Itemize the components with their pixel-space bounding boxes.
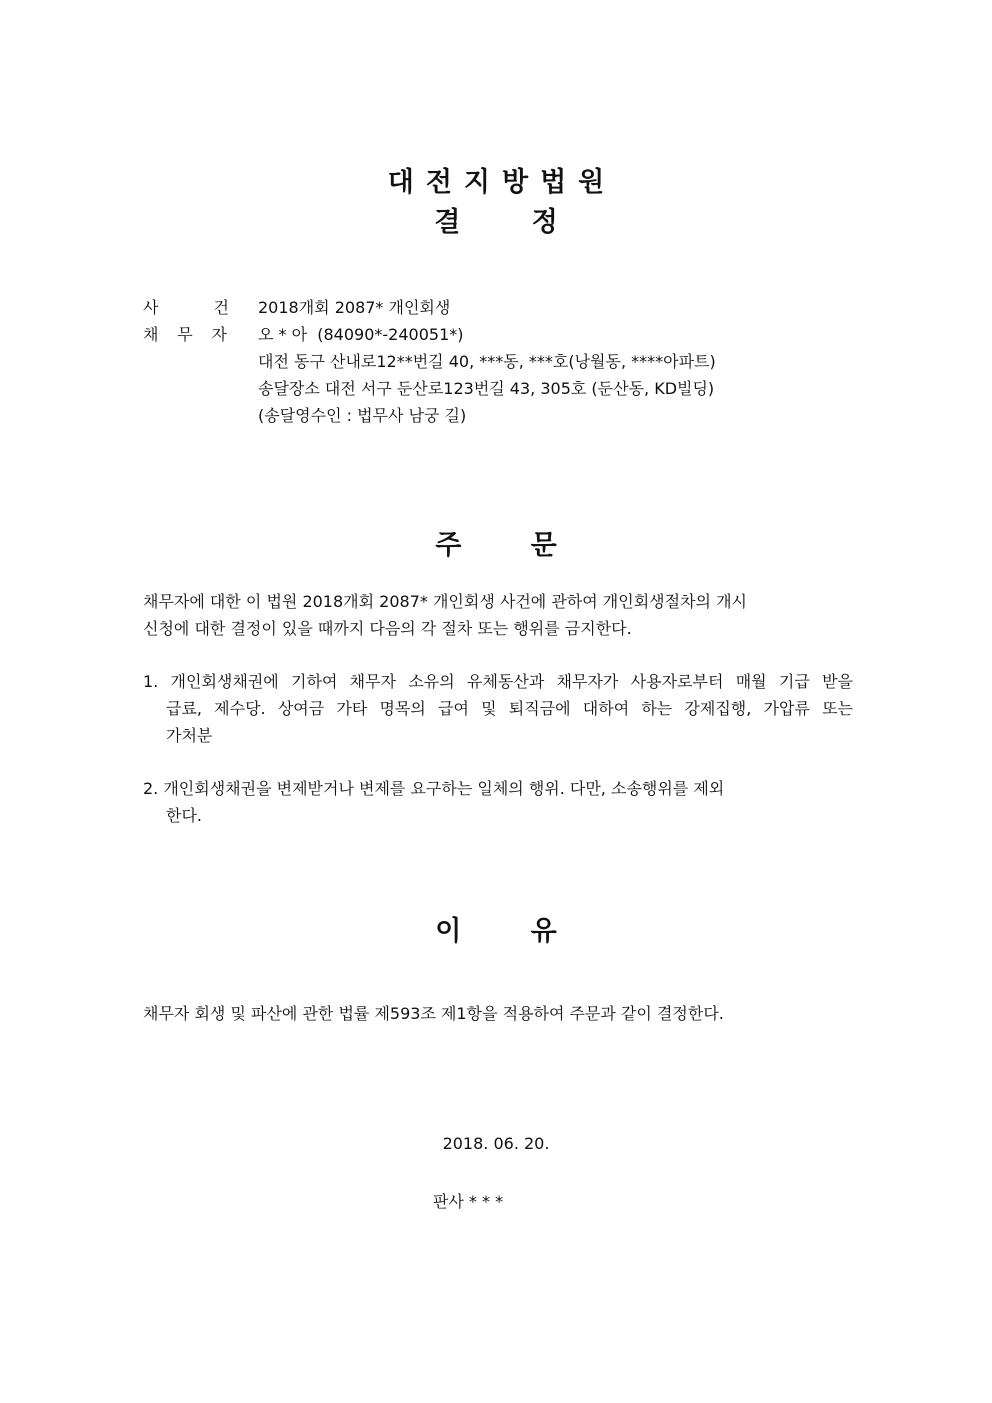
order-item-line: 가처분: [166, 726, 213, 745]
debtor-row: [143, 321, 863, 348]
debtor-label-char: 자: [211, 325, 227, 344]
delivery-address: 송달장소 대전 서구 둔산로123번길 43, 305호 (둔산동, KD빌딩): [258, 379, 715, 398]
order-item-line: 2. 개인회생채권을 변제받거나 변제를 요구하는 일체의 행위. 다만, 소송행위를 제외: [143, 779, 725, 798]
order-item-line: 한다.: [166, 806, 202, 825]
order-item-2: [143, 775, 853, 829]
debtor-label-char: 채: [143, 325, 159, 344]
debtor-name: 오 * 아 (84090*-240051*): [258, 325, 464, 344]
court-name: 대전지방법원: [387, 167, 617, 198]
order-item-line: 급료, 제수당. 상여금 가타 명목의 급여 및 퇴직금에 대하여 하는 강제집행, 가압류 또는: [166, 699, 853, 718]
delivery-recipient: (송달영수인 : 법무사 남궁 길): [258, 406, 467, 425]
order-item-1: [143, 668, 853, 749]
case-label-char: 건: [213, 298, 229, 317]
reason-heading: 이 유: [435, 916, 557, 947]
order-item-line: 1. 개인회생채권에 기하여 채무자 소유의 유체동산과 채무자가 사용자로부터 매월 기급 받을: [143, 672, 853, 691]
judge-signature: 판사 * * *: [432, 1192, 504, 1211]
reason-line: 채무자 회생 및 파산에 관한 법률 제593조 제1항을 적용하여 주문과 같이 결정한다.: [143, 1004, 724, 1023]
order-intro-line: 신청에 대한 결정이 있을 때까지 다음의 각 절차 또는 행위를 금지한다.: [143, 619, 632, 638]
decision-date: 2018. 06. 20.: [442, 1134, 550, 1153]
debtor-address: 대전 동구 산내로12**번길 40, ***동, ***호(낭월동, ****아파트): [258, 352, 716, 371]
case-label: [143, 294, 258, 321]
order-heading: 주 문: [435, 530, 557, 561]
case-info-block: [143, 294, 863, 429]
document-type: 결 정: [434, 207, 558, 238]
order-intro-line: 채무자에 대한 이 법원 2018개회 2087* 개인회생 사건에 관하여 개인회생절차의 개시: [143, 592, 747, 611]
reason-text: [143, 1000, 853, 1027]
order-intro: [143, 588, 853, 642]
debtor-label-char: 무: [177, 325, 193, 344]
case-number: 2018개회 2087* 개인회생: [258, 298, 451, 317]
debtor-label: [143, 321, 258, 348]
case-row: [143, 294, 863, 321]
case-label-char: 사: [143, 298, 159, 317]
